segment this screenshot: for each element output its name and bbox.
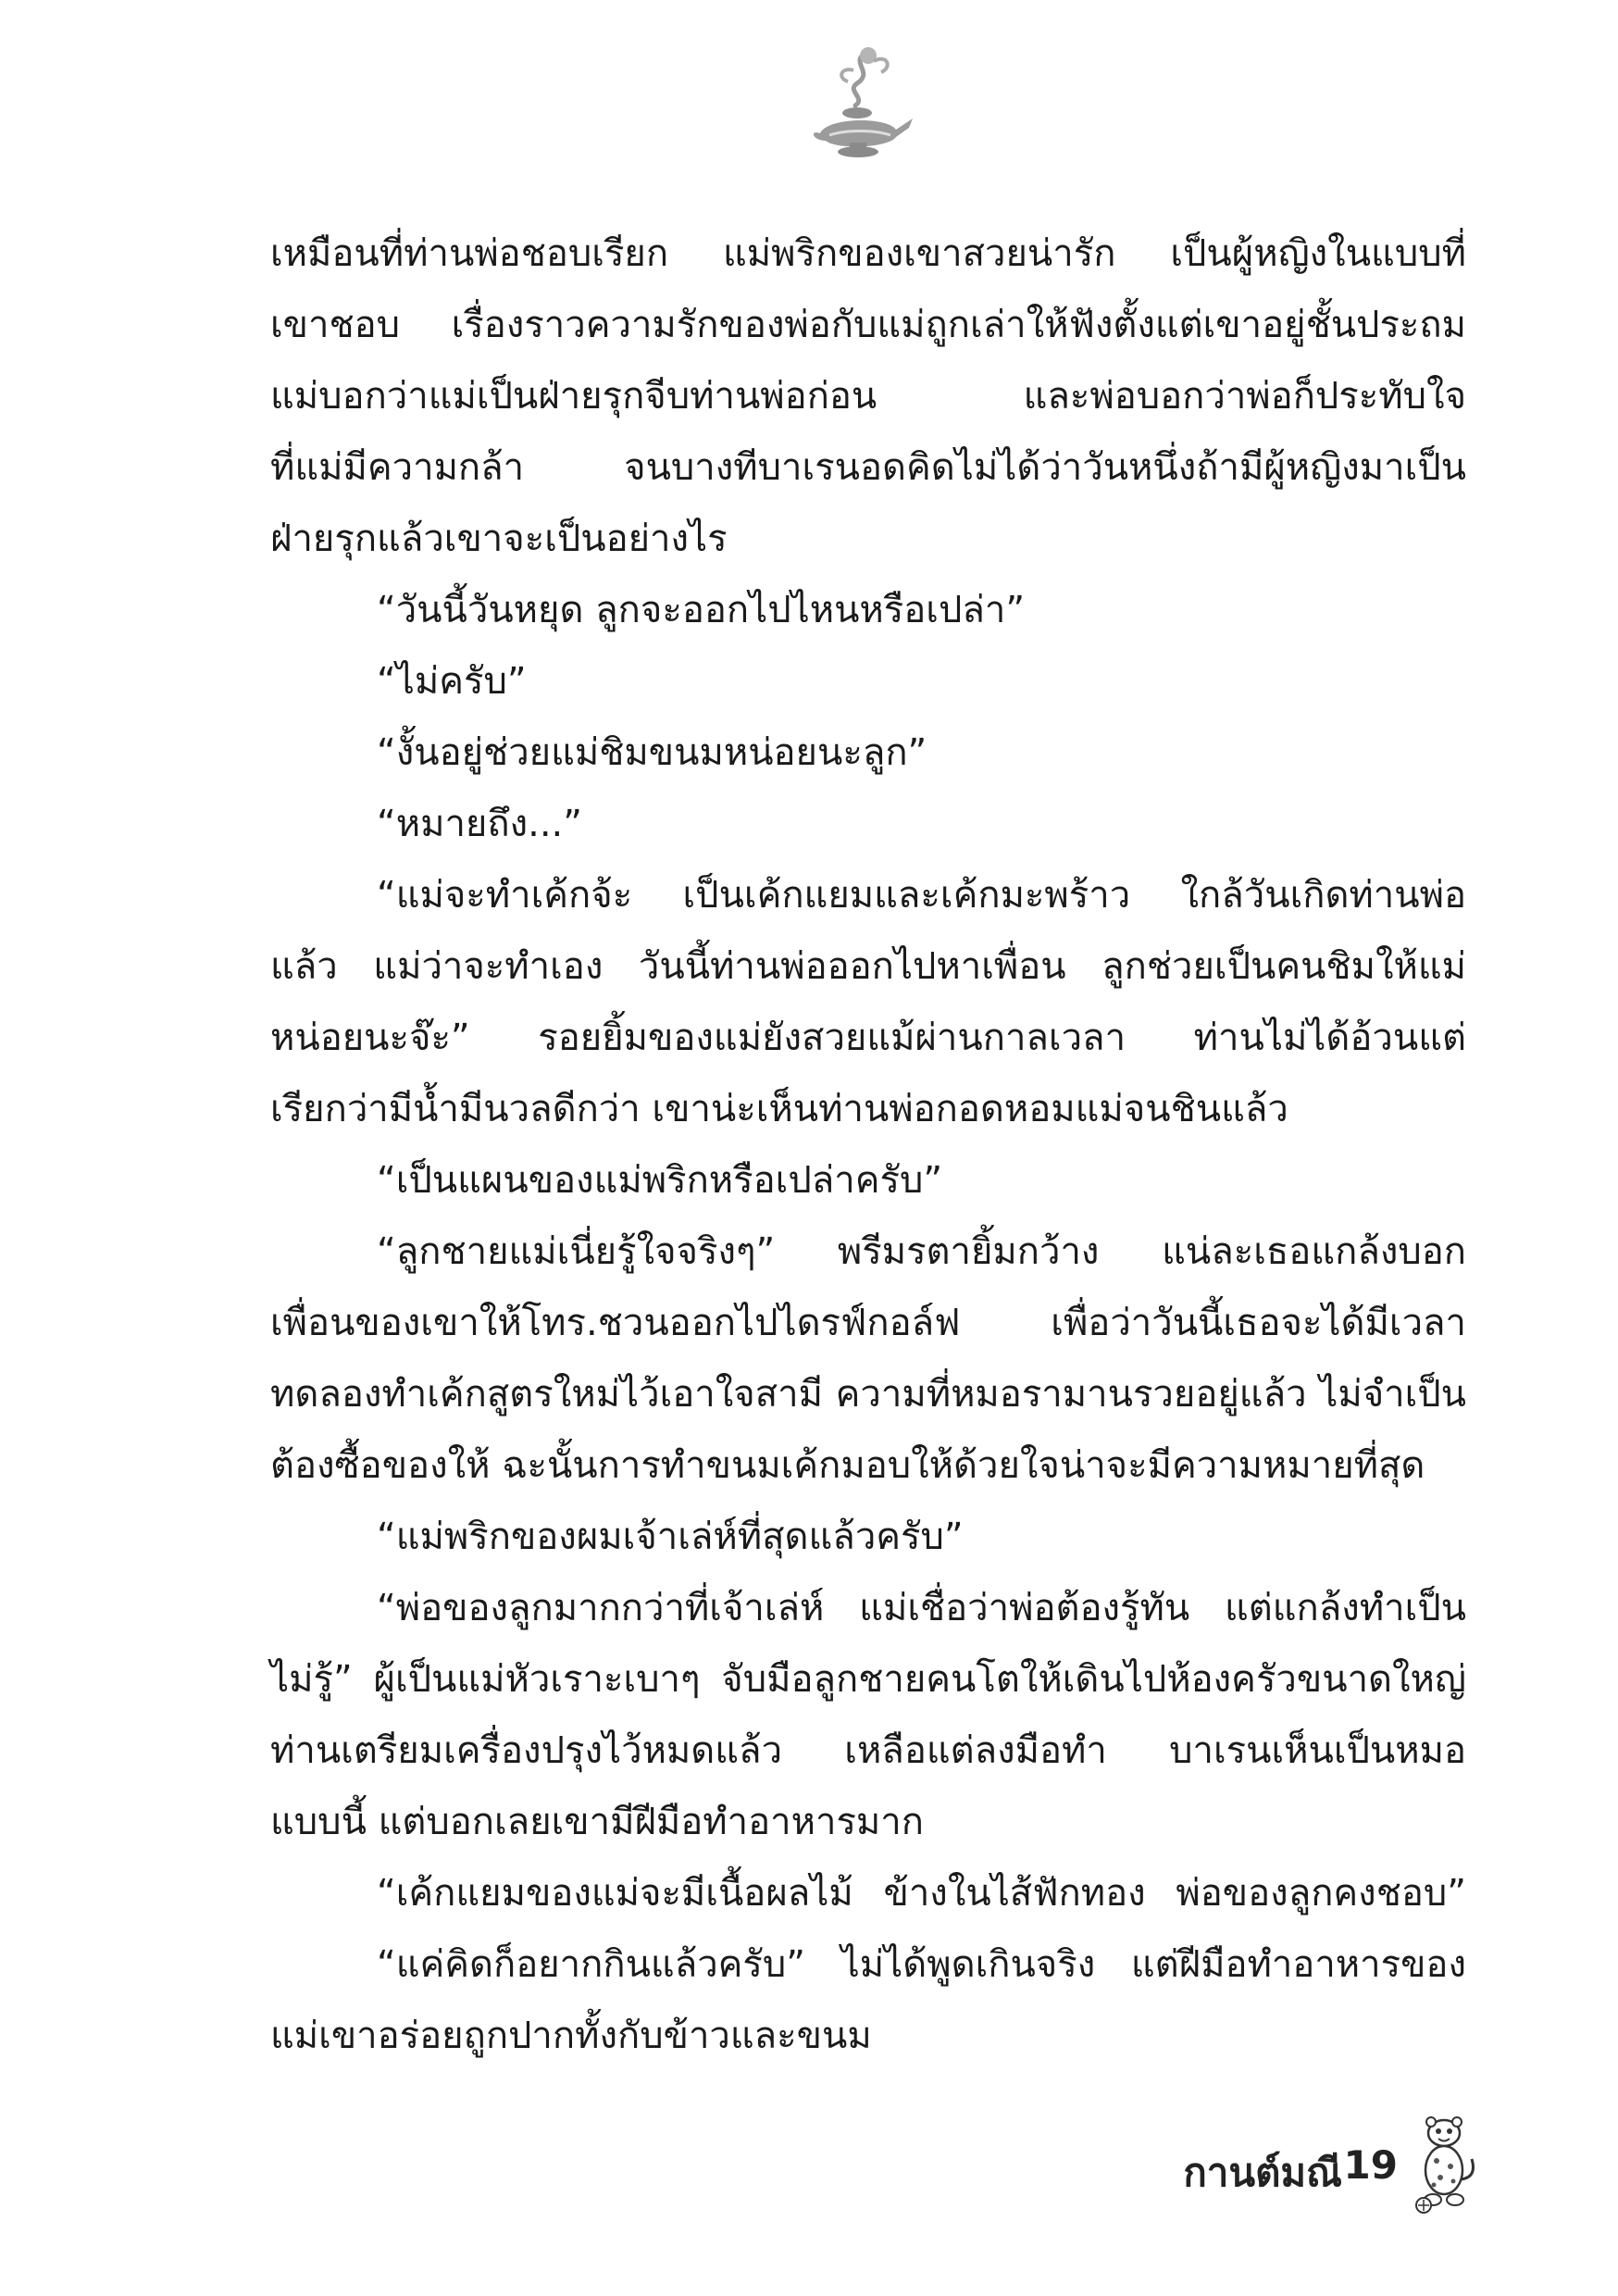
page-number: 19 [1343,2142,1398,2188]
text-line: ทดลองทำเค้กสูตรใหม่ไว้เอาใจสามี ความที่หมอรามานรวยอยู่แล้ว ไม่จำเป็น [270,1373,1466,1416]
text-line: เหมือนที่ท่านพ่อชอบเรียก แม่พริกของเขาสวยน่ารัก เป็นผู้หญิงในแบบที่ [270,232,1466,275]
text-line: ฝ่ายรุกแล้วเขาจะเป็นอย่างไร [270,518,728,560]
text-line: ที่แม่มีความกล้า จนบางทีบาเรนอดคิดไม่ได้ว่าวันหนึ่งถ้ามีผู้หญิงมาเป็น [270,446,1466,489]
dialogue-line: “ไม่ครับ” [377,660,527,703]
text-line: หน่อยนะจ๊ะ” รอยยิ้มของแม่ยังสวยแม้ผ่านกาลเวลา ท่านไม่ได้อ้วนแต่ [270,1017,1466,1059]
text-line: เขาชอบ เรื่องราวความรักของพ่อกับแม่ถูกเล่าให้ฟังตั้งแต่เขาอยู่ชั้นประถม [270,304,1466,346]
dialogue-line: “เค้กแยมของแม่จะมีเนื้อผลไม้ ข้างในไส้ฟักทอง พ่อของลูกคงชอบ” [377,1872,1466,1915]
page-footer [1111,2113,1481,2215]
leopard-mascot-icon [1407,2113,1481,2215]
text-line: ท่านเตรียมเครื่องปรุงไว้หมดแล้ว เหลือแต่ลงมือทำ บาเรนเห็นเป็นหมอ [270,1729,1466,1772]
text-line: เรียกว่ามีน้ำมีนวลดีกว่า เขาน่ะเห็นท่านพ่อกอดหอมแม่จนชินแล้ว [270,1088,1288,1130]
body-text [270,218,1466,2072]
dialogue-line: “หมายถึง...” [377,803,582,845]
text-line: แม่เขาอร่อยถูกปากทั้งกับข้าวและขนม [270,2015,872,2057]
genie-lamp-icon [800,44,920,165]
text-line: ต้องซื้อของให้ ฉะนั้นการทำขนมเค้กมอบให้ด้วยใจน่าจะมีความหมายที่สุด [270,1444,1425,1487]
dialogue-line: “แม่จะทำเค้กจ้ะ เป็นเค้กแยมและเค้กมะพร้าว ใกล้วันเกิดท่านพ่อ [377,874,1466,917]
dialogue-line: “แค่คิดก็อยากกินแล้วครับ” ไม่ได้พูดเกินจริง แต่ฝีมือทำอาหารของ [377,1943,1466,1986]
text-line: แบบนี้ แต่บอกเลยเขามีฝีมือทำอาหารมาก [270,1801,924,1843]
dialogue-line: “งั้นอยู่ช่วยแม่ชิมขนมหน่อยนะลูก” [377,731,927,774]
text-line: แม่บอกว่าแม่เป็นฝ่ายรุกจีบท่านพ่อก่อน และพ่อบอกว่าพ่อก็ประทับใจ [270,375,1466,418]
text-line: เพื่อนของเขาให้โทร.ชวนออกไปไดรฟ์กอล์ฟ เพื่อว่าวันนี้เธอจะได้มีเวลา [270,1302,1466,1344]
dialogue-line: “แม่พริกของผมเจ้าเล่ห์ที่สุดแล้วครับ” [377,1516,964,1558]
dialogue-line: “เป็นแผนของแม่พริกหรือเปล่าครับ” [377,1159,943,1202]
text-line: แล้ว แม่ว่าจะทำเอง วันนี้ท่านพ่อออกไปหาเพื่อน ลูกช่วยเป็นคนชิมให้แม่ [270,945,1466,988]
dialogue-line: “วันนี้วันหยุด ลูกจะออกไปไหนหรือเปล่า” [377,589,1026,631]
dialogue-line: “พ่อของลูกมากกว่าที่เจ้าเล่ห์ แม่เชื่อว่าพ่อต้องรู้ทัน แต่แกล้งทำเป็น [377,1587,1466,1629]
dialogue-line: “ลูกชายแม่เนี่ยรู้ใจจริงๆ” พรีมรตายิ้มกว้าง แน่ละเธอแกล้งบอก [377,1230,1466,1273]
author-name: กานต์มณี [1183,2150,1342,2195]
text-line: ไม่รู้” ผู้เป็นแม่หัวเราะเบาๆ จับมือลูกชายคนโตให้เดินไปห้องครัวขนาดใหญ่ [270,1658,1466,1701]
